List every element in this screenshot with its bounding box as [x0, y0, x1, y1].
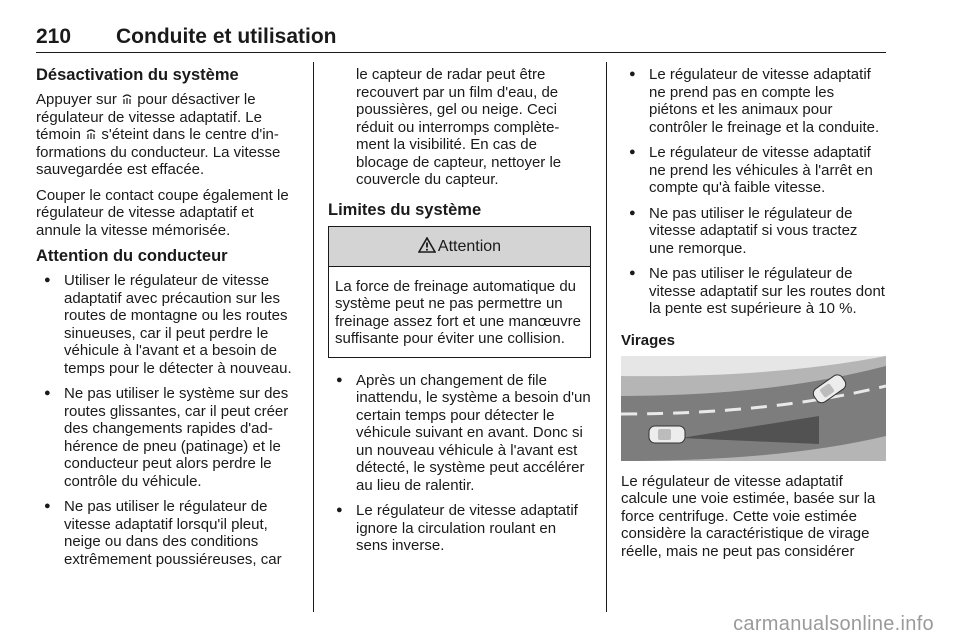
ignition-paragraph: Couper le contact coupe également le régulateur de vitesse adaptatif et annule la vitesse mémorisée.	[36, 186, 289, 239]
curves-paragraph: Le régulateur de vitesse adaptatif calcule une voie estimée, basée sur la force centrifuge. Cette voie estimée considère la caractéristique de virage réelle, mais ne peut pas considérer	[621, 472, 876, 560]
list-item: ● Ne pas utiliser le régulateur de vitesse adaptatif lorsqu'il pleut, neige ou dans des conditions extrêmement poussiéreuses, car	[36, 498, 300, 568]
limits-list-continued	[621, 66, 886, 318]
following-car	[649, 426, 685, 443]
warning-triangle-icon	[418, 237, 436, 253]
list-item: ● Le régulateur de vitesse adaptatif ne prend pas en compte les piétons et les animaux pour contrôler le freinage et la conduite.	[621, 66, 886, 136]
list-item: ● Ne pas utiliser le régulateur de vitesse adaptatif si vous tractez une remorque.	[621, 205, 886, 258]
column-divider	[313, 62, 314, 612]
column-3	[621, 66, 886, 568]
list-item: ● Utiliser le régulateur de vitesse adaptatif avec précaution sur les routes de montagne ou les routes sinueuses, car il peut perdre le véhicule à l'avant et a besoin de temps pour le détecter à nouveau.	[36, 272, 300, 377]
column-1	[36, 66, 300, 576]
list-item: ● Après un changement de file inattendu, le système a besoin d'un certain temps pour détecter le véhicule suivant en avant. Donc si un nouveau véhicule à l'avant est détecté, le système peut accélérer au lieu de ralentir.	[328, 372, 591, 495]
attention-body: La force de freinage automatique du système peut ne pas permettre un freinage assez fort et une manœuvre suffisante pour éviter une collision.	[335, 277, 581, 347]
attention-title: Attention	[437, 237, 502, 255]
cruise-control-icon	[121, 93, 133, 105]
deactivation-paragraph: Appuyer sur pour désactiver le régulateur de vitesse adaptatif. Le témoin s'éteint dans le centre d'in-formations du conducteur. La vitesse sauvegardée est effacée.	[36, 91, 281, 178]
cruise-control-icon	[85, 128, 97, 140]
section-title-curves: Virages	[621, 331, 675, 349]
section-title-deactivation: Désactivation du système	[36, 66, 239, 84]
list-item: ● Ne pas utiliser le système sur des routes glissantes, car il peut créer des changements rapides d'ad-hérence de pneu (patinage) et le conducteur peut alors perdre le contrôle du véhicule.	[36, 385, 300, 490]
column-2	[328, 66, 591, 563]
section-title-driver-attention: Attention du conducteur	[36, 247, 228, 265]
attention-header	[329, 227, 590, 267]
list-item: ● Le régulateur de vitesse adaptatif ne prend les véhicules à l'arrêt en compte qu'à faible vitesse.	[621, 144, 886, 197]
attention-box	[328, 226, 591, 358]
list-item: ● Ne pas utiliser le régulateur de vitesse adaptatif sur les routes dont la pente est supérieure à 10 %.	[621, 265, 886, 318]
page-number: 210	[36, 25, 72, 48]
page-header	[36, 26, 886, 53]
limits-list	[328, 372, 591, 555]
watermark: carmanualsonline.info	[733, 613, 934, 635]
continuation-paragraph: le capteur de radar peut être recouvert par un film d'eau, de poussières, gel ou neige. Ceci réduit ou interromps complète-ment la visibilité. En cas de blocage de capteur, nettoyer le couvercle du capteur.	[356, 66, 562, 188]
list-item: ● Le régulateur de vitesse adaptatif ignore la circulation roulant en sens inverse.	[328, 502, 591, 555]
driver-attention-list	[36, 272, 300, 568]
column-divider	[606, 62, 607, 612]
section-title-limits: Limites du système	[328, 200, 482, 219]
curve-illustration	[621, 356, 886, 461]
page-title: Conduite et utilisation	[116, 25, 337, 48]
